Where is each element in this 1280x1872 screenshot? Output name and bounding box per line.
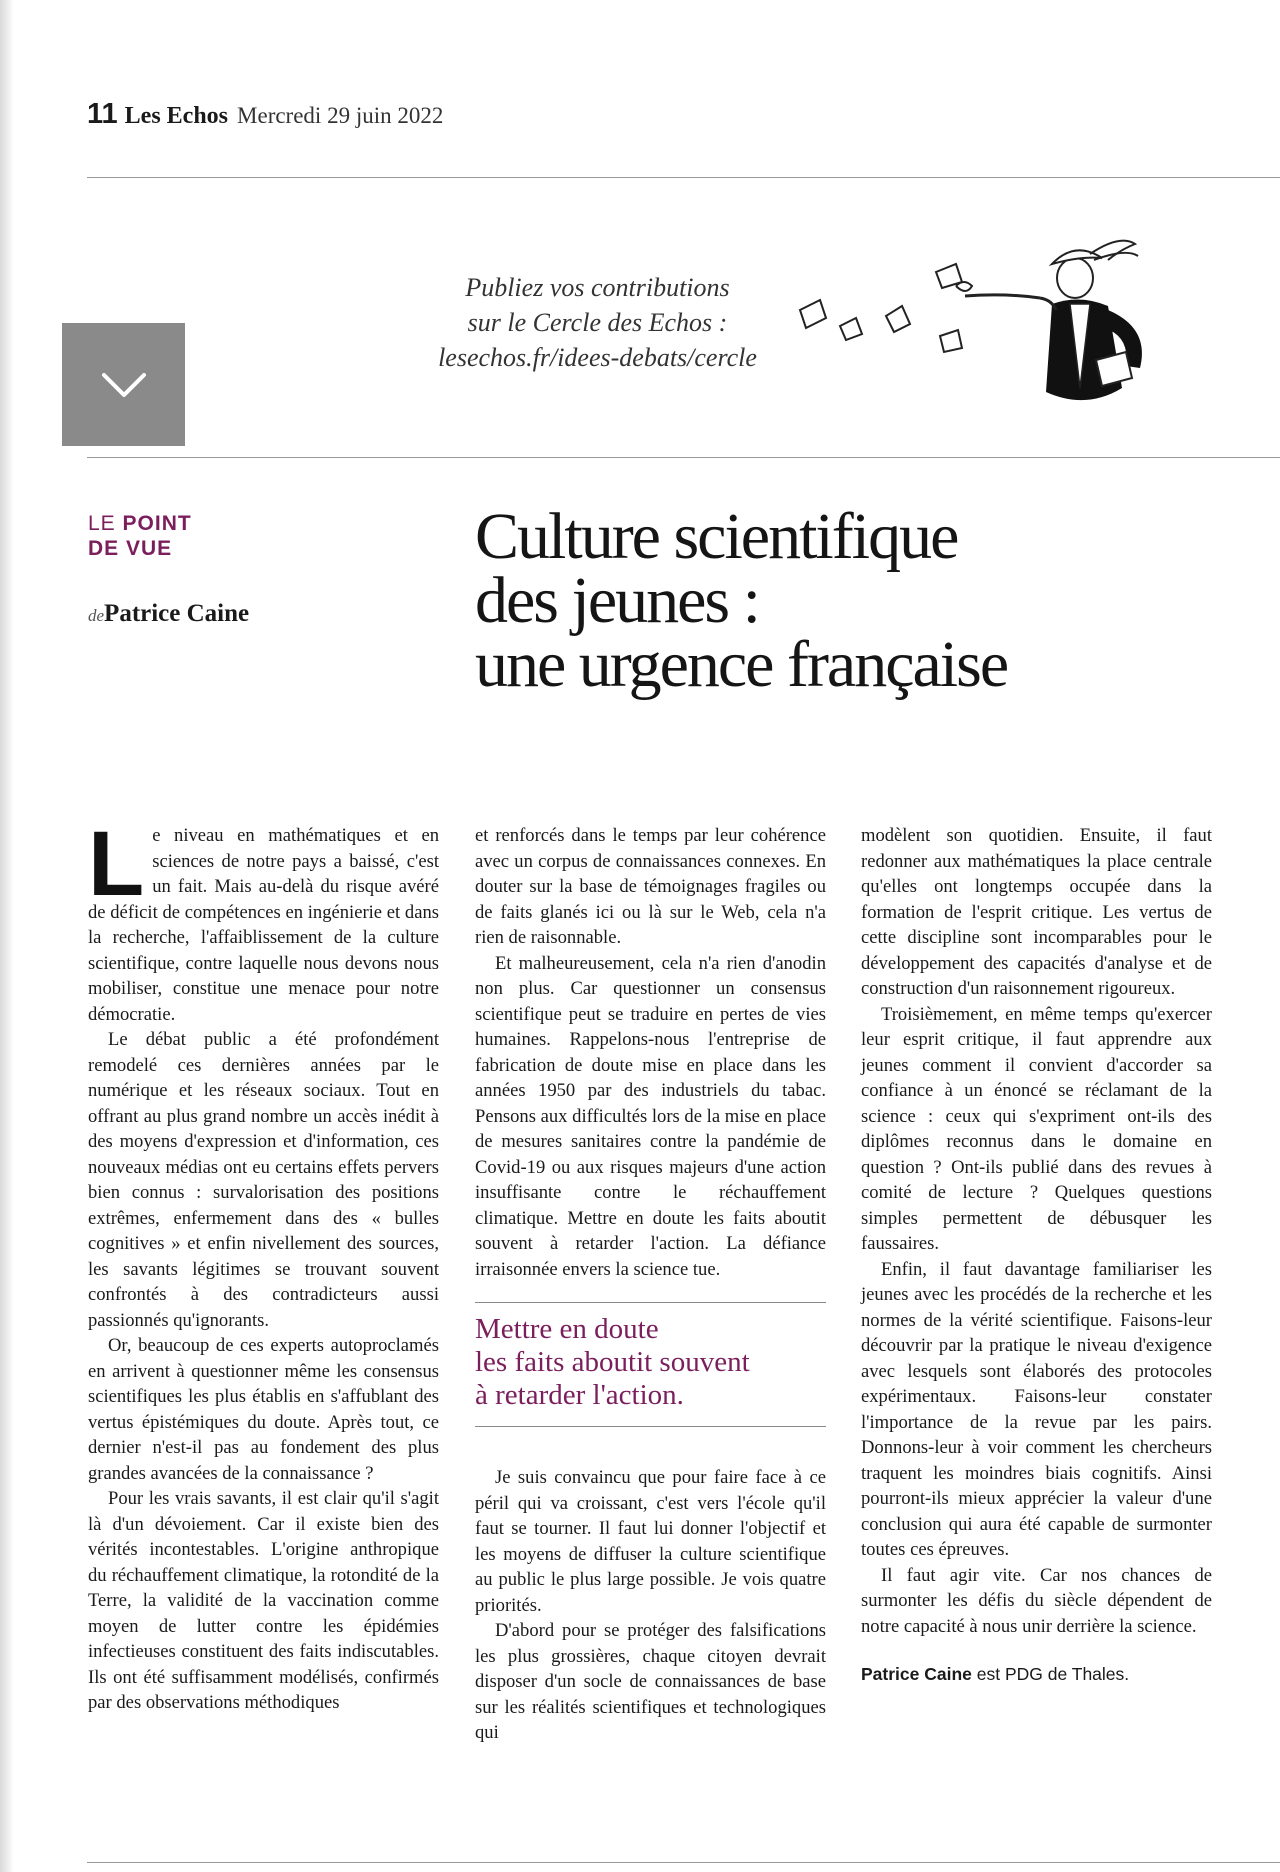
pull-quote-line: à retarder l'action. (475, 1379, 684, 1411)
article-paragraph: Il faut agir vite. Car nos chances de surmonter les défis du siècle dépendent de notre capacité à nous unir derrière la science. (861, 1564, 1212, 1637)
article-paragraph: et renforcés dans le temps par leur cohérence avec un corpus de connaissances connexes. En douter sur la base de témoignages fragiles ou de faits glanés ici ou là sur le Web, cela n'a rien de raisonnable. (475, 825, 826, 948)
footer-divider (87, 1862, 1280, 1863)
pull-quote (475, 1313, 826, 1427)
article-paragraph: Troisièmement, en même temps qu'exercer leur esprit critique, il faut apprendre aux jeunes comment il convient d'accorder sa confiance à un énoncé se réclamant de la science : ceux qui s'expriment ont-ils des diplômes reconnus dans le domaine en question ? Ont-ils publié dans des revues à comité de lecture ? Quelques questions simples permettent de débusquer les faussaires. (861, 1003, 1212, 1254)
promo-divider (87, 457, 1280, 458)
promo-line: Publiez vos contributions (465, 273, 730, 302)
article-paragraph: Pour les vrais savants, il est clair qu'il s'agit là d'un dévoiement. Car il existe bien des vérités incontestables. L'origine anthropique du réchauffement climatique, la rotondité de la Terre, la validité de la vaccination comme moyen de lutter contre les épidémies infectieuses constituent des faits indiscutables. Ils ont été suffisamment modélisés, confirmés par des observations méthodiques (88, 1488, 439, 1713)
header-divider (87, 177, 1280, 178)
title-line: Culture scientifique (475, 500, 958, 573)
byline (88, 600, 249, 628)
article-paragraph: Je suis convaincu que pour faire face à ce péril qui va croissant, c'est vers l'école qu'il faut se tourner. Il faut lui donner l'objectif et les moyens de diffuser la culture scientifique au public le plus large possible. Je vois quatre priorités. (475, 1467, 826, 1616)
masthead: Les Echos (124, 103, 229, 129)
article-column-2 (475, 823, 826, 1746)
kicker-de-vue: DE VUE (88, 537, 173, 560)
article-paragraph: modèlent son quotidien. Ensuite, il faut redonner aux mathématiques la place centrale qu'elles ont longtemps occupée dans la formation de l'esprit critique. Les vertus de cette discipline sont incomparables pour le développement des capacités d'analyse et de construction d'un raisonnement rigoureux. (861, 825, 1212, 999)
article-paragraph: Or, beaucoup de ces experts autoproclamés en arrivent à questionner même les consensus scientifiques les plus établis en s'affublant des vertus épistémiques du doute. Après tout, ce dernier n'est-il pas au fondement des plus grandes avancées de la connaissance ? (88, 1335, 439, 1484)
herald-mascot-icon (790, 238, 1170, 418)
article-paragraph: Et malheureusement, cela n'a rien d'anodin non plus. Car questionner un consensus scientifique peut se traduire en pertes de vies humaines. Rappelons-nous l'entreprise de fabrication de doute mise en place dans les années 1950 par des industriels du tabac. Pensons aux difficultés lors de la mise en place de mesures sanitaires contre la pandémie de Covid-19 ou aux risques majeurs d'une action insuffisante contre le réchauffement climatique. Mettre en doute les faits aboutit souvent à retarder l'action. La défiance irraisonnée envers la science tue. (475, 952, 826, 1280)
publication-date: Mercredi 29 juin 2022 (237, 103, 444, 128)
pull-quote-box (475, 1302, 826, 1427)
byline-prefix: de (88, 606, 105, 625)
byline-author: Patrice Caine (104, 600, 250, 627)
promo-link[interactable]: lesechos.fr/idees-debats/cercle (438, 343, 757, 372)
article-column-1 (88, 813, 439, 1716)
page-edge-shadow (0, 0, 14, 1872)
article-paragraph: Enfin, il faut davantage familiariser les jeunes avec les procédés de la recherche et les normes de la vérité scientifique. Faisons-leur découvrir par la pratique le niveau d'exigence avec lesquels sont élaborés des protocoles expérimentaux. Faisons-leur constater l'importance de la revue par les pairs. Donnons-leur à voir comment les chercheurs traquent les moindres biais cognitifs. Ainsi pourront-ils mieux apprécier la valeur d'une conclusion qui aura été capable de surmonter toutes ces épreuves. (861, 1258, 1212, 1560)
promo-line: sur le Cercle des Echos : (467, 308, 728, 337)
signoff-name: Patrice Caine (861, 1664, 972, 1684)
pull-quote-line: Mettre en doute (475, 1313, 659, 1345)
title-line: des jeunes : (475, 564, 759, 637)
pull-quote-line: les faits aboutit souvent (475, 1346, 750, 1378)
kicker-point: POINT (122, 512, 192, 535)
title-line: une urgence française (475, 628, 1008, 701)
article-paragraph: D'abord pour se protéger des falsifications les plus grossières, chaque citoyen devrait disposer d'un socle de connaissances de base sur les réalités scientifiques et technologiques qui (475, 1620, 826, 1743)
author-signoff (861, 1664, 1212, 1685)
article-paragraph: Le débat public a été profondément remodelé ces dernières années par le numérique et les réseaux sociaux. Tout en offrant au plus grand nombre un accès inédit à des moyens d'expression et d'information, ces nouveaux médias ont eu certains effets pervers bien connus : survalorisation des positions extrêmes, enfermement dans des « bulles cognitives » et enfin nivellement des sources, les savants légitimes se trouvant souvent confrontés à des contradicteurs aussi passionnés qu'ignorants. (88, 1029, 439, 1331)
collapse-button[interactable] (62, 323, 185, 446)
section-kicker (88, 511, 192, 561)
signoff-role: est PDG de Thales. (971, 1664, 1130, 1684)
page-header (87, 98, 443, 131)
article-paragraph: Le niveau en mathématiques et en sciences de notre pays a baissé, c'est un fait. Mais au-delà du risque avéré de déficit de compétences en ingénierie et dans la recherche, l'affaiblissement de la culture scientifique, contre laquelle nous devons nous mobiliser, constitue une menace pour notre démocratie. (88, 813, 439, 1025)
chevron-down-icon (100, 371, 148, 399)
cercle-promo (400, 270, 795, 375)
article-column-3 (861, 823, 1212, 1685)
article-title (475, 500, 1235, 701)
kicker-le: LE (88, 512, 116, 535)
drop-cap: L (88, 813, 145, 915)
page-number: 11 (87, 98, 118, 130)
